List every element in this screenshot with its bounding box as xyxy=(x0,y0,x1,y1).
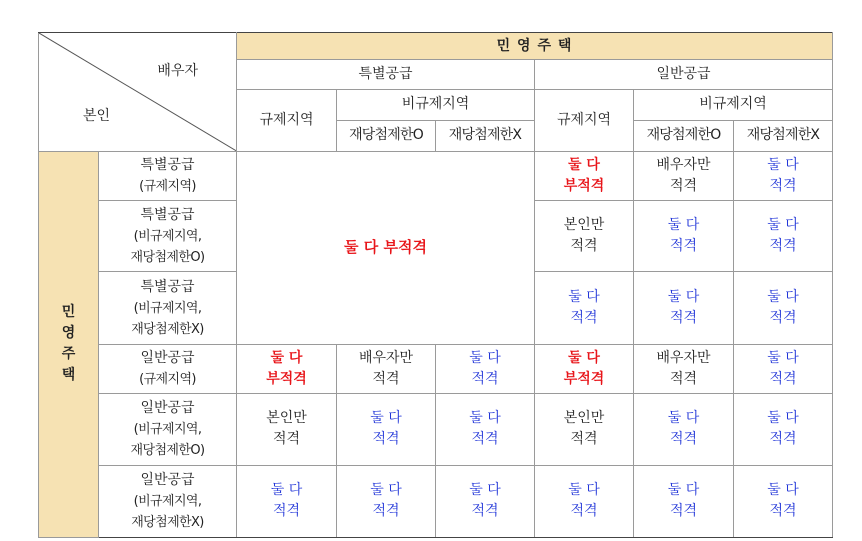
result-line: 둘 다 xyxy=(767,349,799,366)
row-subtitle: 재당첨제한X) xyxy=(131,321,204,337)
result-line: 적격 xyxy=(570,503,598,520)
row-header xyxy=(99,465,237,538)
result-line: 둘 다 xyxy=(568,156,600,173)
row-title: 특별공급 xyxy=(140,206,195,223)
private-housing-header: 민 영 주 택 xyxy=(237,33,833,60)
result-line: 둘 다 xyxy=(767,482,799,499)
row-header xyxy=(99,344,237,393)
general-rewin-o-header: 재당첨제한O xyxy=(634,120,734,151)
result-line: 적격 xyxy=(669,177,698,194)
result-cell xyxy=(634,465,734,538)
result-cell xyxy=(337,394,436,465)
result-cell xyxy=(535,394,634,465)
result-line: 둘 다 xyxy=(767,410,799,427)
result-line: 부적격 xyxy=(266,370,307,387)
row-header xyxy=(99,272,237,344)
result-line: 본인만 xyxy=(563,410,605,427)
row-subtitle: (비규제지역, xyxy=(133,421,202,437)
row-title: 특별공급 xyxy=(140,278,195,295)
result-line: 적격 xyxy=(272,431,301,448)
result-cell xyxy=(535,465,634,538)
spouse-special-header: 특별공급 xyxy=(237,60,535,90)
result-cell xyxy=(237,394,337,465)
side-char: 택 xyxy=(61,367,76,384)
general-nonregulated-header: 비규제지역 xyxy=(634,90,833,120)
result-cell xyxy=(436,465,535,538)
result-cell xyxy=(634,272,734,344)
result-line: 적격 xyxy=(272,503,301,520)
result-line: 둘 다 xyxy=(767,289,799,306)
row-subtitle: 재당첨제한O) xyxy=(130,442,205,458)
result-line: 적격 xyxy=(471,370,499,387)
result-cell xyxy=(535,344,634,393)
result-cell xyxy=(535,200,634,271)
result-line: 적격 xyxy=(471,503,499,520)
row-subtitle: (비규제지역, xyxy=(133,493,202,509)
result-line: 적격 xyxy=(669,431,698,448)
side-char: 영 xyxy=(61,325,76,342)
special-rewin-o-header: 재당첨제한O xyxy=(337,120,436,151)
result-line: 적격 xyxy=(769,238,797,255)
row-header xyxy=(99,151,237,200)
result-cell xyxy=(634,344,734,393)
result-line: 둘 다 xyxy=(767,217,799,234)
result-line: 적격 xyxy=(471,431,499,448)
special-rewin-x-header: 재당첨제한X xyxy=(436,120,535,151)
general-rewin-x-header: 재당첨제한X xyxy=(734,120,833,151)
result-cell xyxy=(436,344,535,393)
result-line: 적격 xyxy=(570,238,598,255)
result-cell xyxy=(734,151,833,200)
row-title: 특별공급 xyxy=(140,156,195,173)
result-line: 적격 xyxy=(669,503,698,520)
row-subtitle: 재당첨제한X) xyxy=(131,514,204,530)
result-line: 적격 xyxy=(669,238,698,255)
self-label: 본인 xyxy=(83,108,111,124)
result-line: 본인만 xyxy=(563,217,605,234)
result-cell xyxy=(734,394,833,465)
result-line: 둘 다 xyxy=(270,349,303,366)
row-title: 일반공급 xyxy=(140,349,195,366)
row-subtitle: (비규제지역, xyxy=(133,228,202,244)
result-cell xyxy=(436,394,535,465)
result-line: 배우자만 xyxy=(656,349,711,366)
result-cell xyxy=(634,200,734,271)
side-char: 주 xyxy=(61,346,76,363)
result-line: 둘 다 xyxy=(667,410,700,427)
result-cell xyxy=(634,394,734,465)
result-cell xyxy=(734,200,833,271)
result-line: 부적격 xyxy=(563,177,605,194)
result-line: 둘 다 xyxy=(667,482,700,499)
result-line: 둘 다 xyxy=(667,289,700,306)
result-line: 적격 xyxy=(669,310,698,327)
row-subtitle: (비규제지역, xyxy=(133,300,202,316)
result-line: 적격 xyxy=(372,370,400,387)
special-regulated-header: 규제지역 xyxy=(237,90,337,151)
result-line: 적격 xyxy=(372,503,400,520)
special-nonregulated-header: 비규제지역 xyxy=(337,90,535,120)
row-subtitle: (규제지역) xyxy=(139,178,196,194)
result-line: 적격 xyxy=(769,431,797,448)
spouse-general-header: 일반공급 xyxy=(535,60,833,90)
result-line: 적격 xyxy=(769,503,797,520)
eligibility-table xyxy=(38,32,833,538)
result-line: 둘 다 xyxy=(370,410,402,427)
result-cell xyxy=(237,344,337,393)
row-title: 일반공급 xyxy=(140,399,195,416)
side-private-housing-label xyxy=(39,151,99,537)
side-char: 민 xyxy=(61,304,76,321)
row-subtitle: (규제지역) xyxy=(139,371,196,387)
result-line: 적격 xyxy=(769,177,797,194)
result-cell xyxy=(535,272,634,344)
general-regulated-header: 규제지역 xyxy=(535,90,634,151)
result-line: 부적격 xyxy=(563,370,605,387)
spouse-label: 배우자 xyxy=(157,63,198,79)
result-cell xyxy=(237,465,337,538)
result-line: 적격 xyxy=(769,370,797,387)
result-line: 본인만 xyxy=(266,410,307,427)
result-line: 둘 다 xyxy=(568,349,600,366)
diagonal-line xyxy=(39,33,236,151)
result-line: 둘 다 xyxy=(469,482,501,499)
result-line: 둘 다 xyxy=(767,156,799,173)
result-cell xyxy=(734,272,833,344)
row-header xyxy=(99,394,237,465)
result-line: 적격 xyxy=(669,370,698,387)
result-cell xyxy=(535,151,634,200)
result-cell xyxy=(734,344,833,393)
result-line: 배우자만 xyxy=(656,156,711,173)
row-header xyxy=(99,200,237,271)
result-line: 둘 다 xyxy=(469,410,501,427)
result-cell xyxy=(337,465,436,538)
result-line: 둘 다 xyxy=(370,482,402,499)
result-line: 적격 xyxy=(769,310,797,327)
result-line: 배우자만 xyxy=(358,349,414,366)
result-cell xyxy=(337,344,436,393)
result-line: 둘 다 xyxy=(270,482,303,499)
result-cell xyxy=(734,465,833,538)
merged-both-ineligible: 둘 다 부적격 xyxy=(237,151,535,344)
result-line: 둘 다 xyxy=(568,482,600,499)
result-line: 둘 다 xyxy=(469,349,501,366)
result-line: 적격 xyxy=(570,431,598,448)
result-line: 적격 xyxy=(372,431,400,448)
row-subtitle: 재당첨제한O) xyxy=(130,249,205,265)
result-cell xyxy=(634,151,734,200)
result-line: 적격 xyxy=(570,310,598,327)
result-line: 둘 다 xyxy=(568,289,600,306)
corner-header xyxy=(39,33,237,152)
result-line: 둘 다 xyxy=(667,217,700,234)
row-title: 일반공급 xyxy=(140,471,195,488)
